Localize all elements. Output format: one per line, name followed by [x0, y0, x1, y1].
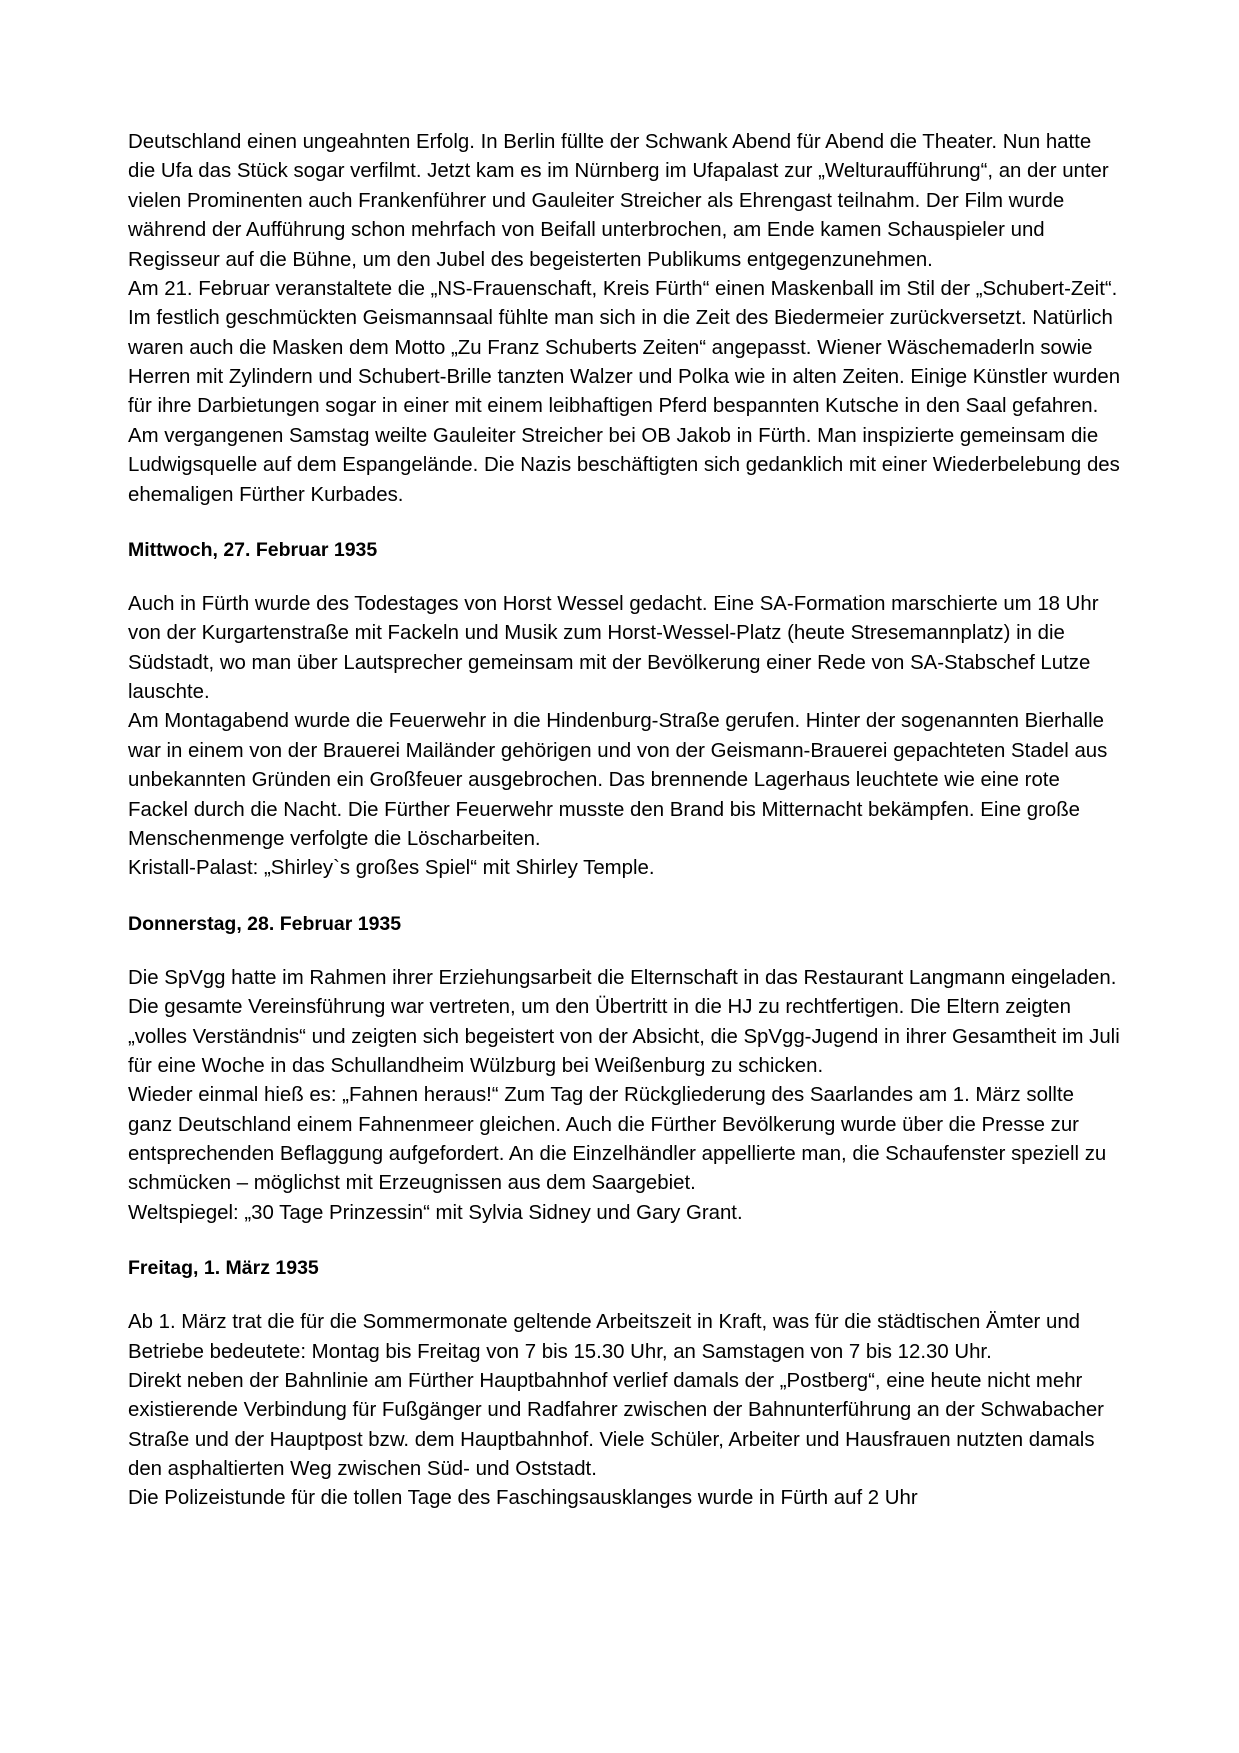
paragraph-arbeitszeit-sommermonate: Ab 1. März trat die für die Sommermonate geltende Arbeitszeit in Kraft, was für die städtischen Ämter und Betriebe bedeutete: Montag bis Freitag von 7 bis 15.30 Uhr, an Samstagen von 7 bis 12.30 Uhr.	[128, 1311, 1081, 1363]
heading-freitag-1-maerz-1935: Freitag, 1. März 1935	[128, 1257, 319, 1280]
paragraph-fahnen-saarland: Wieder einmal hieß es: „Fahnen heraus!“ Zum Tag der Rückgliederung des Saarlandes am 1. März sollte ganz Deutschland einem Fahnenmeer gleichen. Auch die Fürther Bevölkerung wurde über die Presse zur entsprechenden Beflaggung aufgefordert. An die Einzelhändler appellierte man, die Schaufenster speziell zu schmücken – möglichst mit Erzeugnissen aus dem Saargebiet.	[128, 1084, 1107, 1195]
heading-donnerstag-28-februar-1935: Donnerstag, 28. Februar 1935	[128, 912, 402, 935]
paragraph-polizeistunde: Die Polizeistunde für die tollen Tage des Faschingsausklanges wurde in Fürth auf 2 Uhr	[128, 1487, 918, 1510]
section-spacer	[128, 938, 1121, 964]
section-spacer	[128, 564, 1121, 590]
section-spacer	[128, 510, 1121, 536]
paragraph-horst-wessel: Auch in Fürth wurde des Todestages von Horst Wessel gedacht. Eine SA-Formation marschierte um 18 Uhr von der Kurgartenstraße mit Fackeln und Musik zum Horst-Wessel-Platz (heute Stresemannplatz) in die Südstadt, wo man über Lautsprecher gemeinsam mit der Bevölkerung einer Rede von SA-Stabschef Lutze lauschte.	[128, 592, 1099, 704]
paragraph-feuerwehr-hindenburgstrasse: Am Montagabend wurde die Feuerwehr in die Hindenburg-Straße gerufen. Hinter der sogenannten Bierhalle war in einem von der Brauerei Mailänder gehörigen und von der Geismann-Brauerei gepachteten Stadel aus unbekannten Gründen ein Großfeuer ausgebrochen. Das brennende Lagerhaus leuchtete wie eine rote Fackel durch die Nacht. Die Fürther Feuerwehr musste den Brand bis Mitternacht bekämpfen. Eine große Menschenmenge verfolgte die Löscharbeiten.	[128, 710, 1108, 850]
paragraph-weltspiegel: Weltspiegel: „30 Tage Prinzessin“ mit Sylvia Sidney und Gary Grant.	[128, 1201, 743, 1224]
paragraph-maskenball: Am 21. Februar veranstaltete die „NS-Frauenschaft, Kreis Fürth“ einen Maskenball im Stil der „Schubert-Zeit“. Im festlich geschmückten Geismannsaal fühlte man sich in die Zeit des Biedermeier zurückversetzt. Natürlich waren auch die Masken dem Motto „Zu Franz Schuberts Zeiten“ angepasst. Wiener Wäschemaderln sowie Herren mit Zylindern und Schubert-Brille tanzten Walzer und Polka wie in alten Zeiten. Einige Künstler wurden für ihre Darbietungen sogar in einer mit einem leibhaftigen Pferd bespannten Kutsche in den Saal gefahren.	[128, 277, 1121, 418]
paragraph-kristall-palast: Kristall-Palast: „Shirley`s großes Spiel“ mit Shirley Temple.	[128, 857, 655, 880]
paragraph-film-ufa: Deutschland einen ungeahnten Erfolg. In Berlin füllte der Schwank Abend für Abend die Theater. Nun hatte die Ufa das Stück sogar verfilmt. Jetzt kam es im Nürnberg im Ufapalast zur „Welturaufführung“, an der unter vielen Prominenten auch Frankenführer und Gauleiter Streicher als Ehrengast teilnahm. Der Film wurde während der Aufführung schon mehrfach von Beifall unterbrochen, am Ende kamen Schauspieler und Regisseur auf die Bühne, um den Jubel des begeisterten Publikums entgegenzunehmen.	[128, 131, 1109, 271]
paragraph-postberg: Direkt neben der Bahnlinie am Fürther Hauptbahnhof verlief damals der „Postberg“, eine heute nicht mehr existierende Verbindung für Fußgänger und Radfahrer zwischen der Bahnunterführung an der Schwabacher Straße und der Hauptpost bzw. dem Hauptbahnhof. Viele Schüler, Arbeiter und Hausfrauen nutzten damals den asphaltierten Weg zwischen Süd- und Oststadt.	[128, 1369, 1104, 1481]
document-body	[128, 128, 1121, 1514]
paragraph-spvgg-elternschaft: Die SpVgg hatte im Rahmen ihrer Erziehungsarbeit die Elternschaft in das Restaurant Langmann eingeladen. Die gesamte Vereinsführung war vertreten, um den Übertritt in die HJ zu rechtfertigen. Die Eltern zeigten „volles Verständnis“ und zeigten sich begeistert von der Absicht, die SpVgg-Jugend in ihrer Gesamtheit im Juli für eine Woche in das Schullandheim Wülzburg bei Weißenburg zu schicken.	[128, 966, 1120, 1077]
paragraph-ludwigsquelle: Am vergangenen Samstag weilte Gauleiter Streicher bei OB Jakob in Fürth. Man inspizierte gemeinsam die Ludwigsquelle auf dem Espangelände. Die Nazis beschäftigten sich gedanklich mit einer Wiederbelebung des ehemaligen Fürther Kurbades.	[128, 424, 1120, 506]
section-spacer	[128, 1228, 1121, 1254]
section-spacer	[128, 1282, 1121, 1308]
section-spacer	[128, 884, 1121, 910]
heading-mittwoch-27-februar-1935: Mittwoch, 27. Februar 1935	[128, 538, 378, 561]
